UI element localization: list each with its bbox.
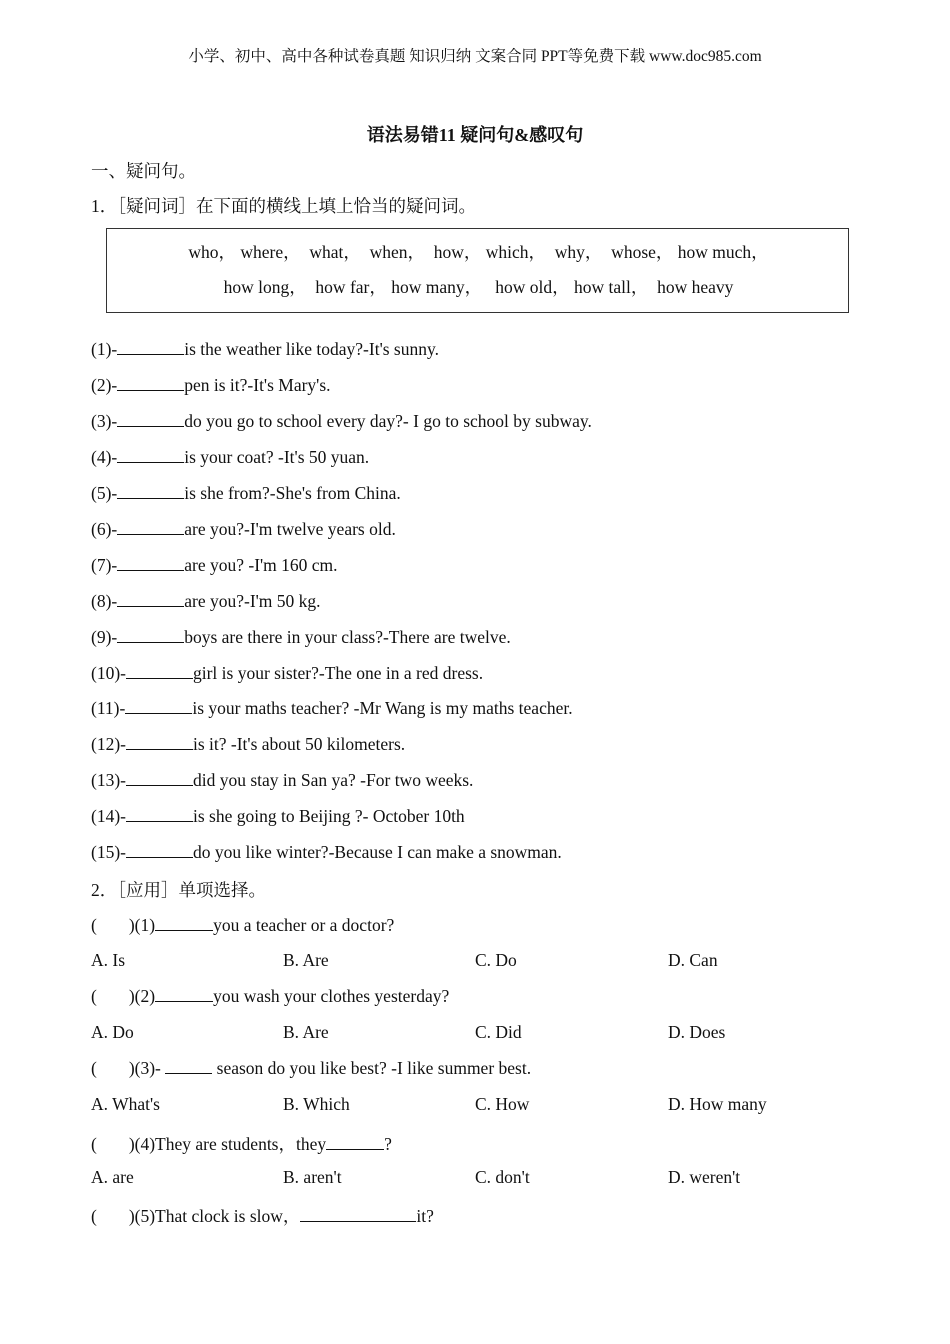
question-number: (9)- bbox=[91, 627, 118, 647]
answer-blank[interactable] bbox=[126, 807, 193, 822]
question-text: pen is it?-It's Mary's. bbox=[184, 375, 331, 395]
answer-blank[interactable] bbox=[126, 771, 193, 786]
answer-paren: ( bbox=[91, 1206, 97, 1226]
option-c[interactable]: C. Did bbox=[475, 1022, 522, 1042]
option-b[interactable]: B. aren't bbox=[283, 1167, 342, 1187]
question-number: (14)- bbox=[91, 806, 126, 826]
question-number: (13)- bbox=[91, 770, 126, 790]
answer-blank[interactable] bbox=[165, 1059, 212, 1074]
mc-question-4 bbox=[91, 1131, 392, 1156]
question-prefix: )(4)They are students，they bbox=[128, 1134, 327, 1154]
answer-blank[interactable] bbox=[117, 520, 184, 535]
answer-blank[interactable] bbox=[117, 340, 184, 355]
question-number: (7)- bbox=[91, 555, 118, 575]
question-text: you wash your clothes yesterday? bbox=[213, 986, 450, 1006]
question-text: is she going to Beijing ?- October 10th bbox=[192, 806, 465, 826]
fill-question-14 bbox=[91, 806, 465, 827]
question-text: you a teacher or a doctor? bbox=[213, 915, 395, 935]
option-d[interactable]: D. How many bbox=[668, 1094, 767, 1114]
question-text: is your maths teacher? -Mr Wang is my maths teacher. bbox=[192, 698, 573, 718]
question-text: season do you like best? -I like summer best. bbox=[212, 1058, 532, 1078]
question-text: it? bbox=[416, 1206, 434, 1226]
option-b[interactable]: B. Are bbox=[283, 950, 329, 970]
question-number: (12)- bbox=[91, 734, 126, 754]
fill-question-4 bbox=[91, 447, 369, 468]
question-text: do you go to school every day?- I go to school by subway. bbox=[184, 411, 592, 431]
question-prefix: )(2) bbox=[128, 986, 156, 1006]
page-header: 小学、初中、高中各种试卷真题 知识归纳 文案合同 PPT等免费下载 www.doc985.com bbox=[188, 48, 762, 65]
fill-question-2 bbox=[91, 375, 331, 396]
answer-blank[interactable] bbox=[117, 592, 184, 607]
answer-blank[interactable] bbox=[155, 987, 213, 1002]
fill-question-7 bbox=[91, 555, 338, 576]
question-prefix: )(1) bbox=[128, 915, 156, 935]
mc-question-2 bbox=[91, 986, 449, 1007]
question-number: (8)- bbox=[91, 591, 118, 611]
fill-question-10 bbox=[91, 663, 483, 684]
fill-question-6 bbox=[91, 519, 396, 540]
answer-blank[interactable] bbox=[126, 843, 193, 858]
mc-question-1 bbox=[91, 915, 394, 936]
question-text: boys are there in your class?-There are twelve. bbox=[184, 627, 511, 647]
question-text: is your coat? -It's 50 yuan. bbox=[184, 447, 370, 467]
answer-blank[interactable] bbox=[117, 628, 184, 643]
option-a[interactable]: A. Do bbox=[91, 1022, 134, 1042]
question-number: (1)- bbox=[91, 339, 118, 359]
option-a[interactable]: A. Is bbox=[91, 950, 126, 970]
word-bank-box bbox=[106, 228, 849, 313]
answer-blank[interactable] bbox=[125, 699, 192, 714]
answer-paren: ( bbox=[91, 986, 97, 1006]
option-d[interactable]: D. Does bbox=[668, 1022, 726, 1042]
question-text: are you?-I'm 50 kg. bbox=[184, 591, 321, 611]
question-text: is she from?-She's from China. bbox=[184, 483, 401, 503]
question-number: (4)- bbox=[91, 447, 118, 467]
option-c[interactable]: C. How bbox=[475, 1094, 530, 1114]
fill-question-12 bbox=[91, 734, 405, 755]
fill-question-3 bbox=[91, 411, 592, 432]
answer-blank[interactable] bbox=[155, 916, 213, 931]
task-1-instruction: 1．［疑问词］在下面的横线上填上恰当的疑问词。 bbox=[91, 196, 476, 216]
question-prefix: )(5)That clock is slow， bbox=[128, 1206, 301, 1226]
fill-question-5 bbox=[91, 483, 401, 504]
answer-paren: ( bbox=[91, 1134, 97, 1154]
answer-blank[interactable] bbox=[117, 448, 184, 463]
question-number: (2)- bbox=[91, 375, 118, 395]
question-number: (11)- bbox=[91, 698, 126, 718]
option-d[interactable]: D. Can bbox=[668, 950, 718, 970]
question-number: (15)- bbox=[91, 842, 126, 862]
option-a[interactable]: A. are bbox=[91, 1167, 134, 1187]
answer-paren: ( bbox=[91, 915, 97, 935]
word-bank-line-1: who， where， what， when， how， which， why， whose， how much， bbox=[188, 242, 769, 262]
question-text: did you stay in San ya? -For two weeks. bbox=[192, 770, 474, 790]
task-2-instruction: 2．［应用］单项选择。 bbox=[91, 880, 266, 900]
option-a[interactable]: A. What's bbox=[91, 1094, 160, 1114]
option-c[interactable]: C. don't bbox=[475, 1167, 530, 1187]
question-number: (5)- bbox=[91, 483, 118, 503]
option-c[interactable]: C. Do bbox=[475, 950, 517, 970]
fill-question-11 bbox=[91, 698, 573, 719]
option-b[interactable]: B. Are bbox=[283, 1022, 329, 1042]
question-text: is the weather like today?-It's sunny. bbox=[184, 339, 439, 359]
question-text: are you? -I'm 160 cm. bbox=[184, 555, 338, 575]
question-number: (10)- bbox=[91, 663, 126, 683]
question-prefix: )(3)- bbox=[128, 1058, 166, 1078]
answer-blank[interactable] bbox=[300, 1207, 416, 1222]
answer-blank[interactable] bbox=[117, 412, 184, 427]
answer-paren: ( bbox=[91, 1058, 97, 1078]
answer-blank[interactable] bbox=[326, 1135, 384, 1150]
word-bank-line-2: how long， how far， how many， how old， how tall， how heavy bbox=[223, 277, 734, 297]
fill-question-8 bbox=[91, 591, 321, 612]
question-text: are you?-I'm twelve years old. bbox=[184, 519, 396, 539]
answer-blank[interactable] bbox=[117, 556, 184, 571]
question-number: (6)- bbox=[91, 519, 118, 539]
answer-blank[interactable] bbox=[126, 664, 193, 679]
answer-blank[interactable] bbox=[117, 376, 184, 391]
mc-question-3 bbox=[91, 1058, 531, 1079]
question-text: is it? -It's about 50 kilometers. bbox=[192, 734, 406, 754]
answer-blank[interactable] bbox=[126, 735, 193, 750]
mc-question-5 bbox=[91, 1203, 434, 1228]
question-text: ? bbox=[384, 1134, 392, 1154]
fill-question-15 bbox=[91, 842, 562, 863]
answer-blank[interactable] bbox=[117, 484, 184, 499]
fill-question-9 bbox=[91, 627, 511, 648]
question-text: do you like winter?-Because I can make a snowman. bbox=[192, 842, 562, 862]
question-text: girl is your sister?-The one in a red dress. bbox=[192, 663, 484, 683]
fill-question-1 bbox=[91, 339, 439, 360]
option-b[interactable]: B. Which bbox=[283, 1094, 350, 1114]
fill-question-13 bbox=[91, 770, 473, 791]
question-number: (3)- bbox=[91, 411, 118, 431]
section-heading: 一、疑问句。 bbox=[91, 161, 196, 181]
option-d[interactable]: D. weren't bbox=[668, 1167, 741, 1187]
page-title: 语法易错11 疑问句&感叹句 bbox=[366, 125, 584, 145]
